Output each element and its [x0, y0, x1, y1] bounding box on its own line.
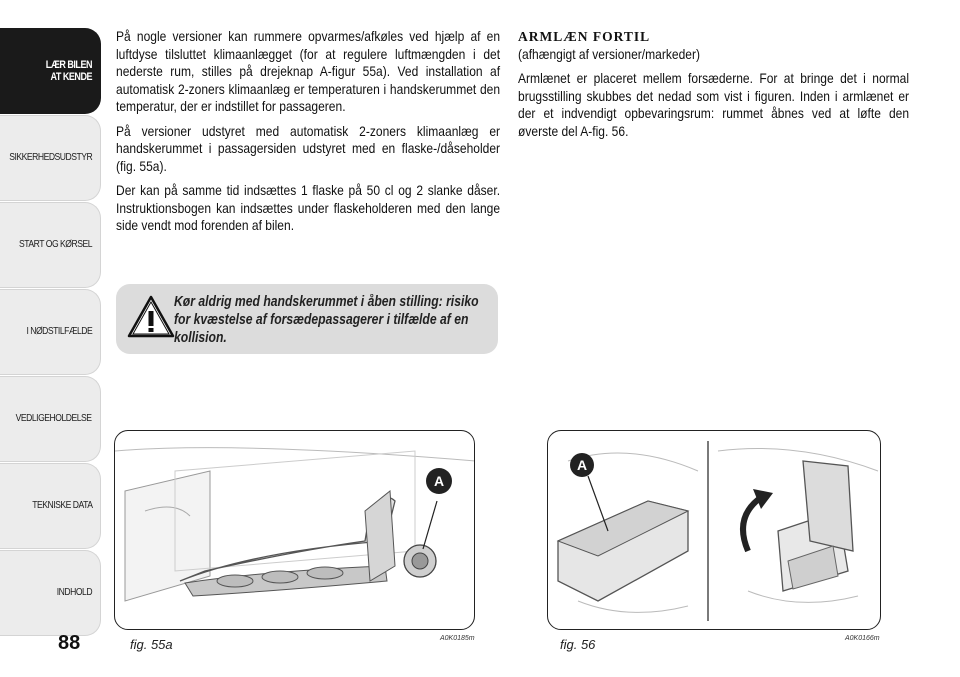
- tab-label: INDHOLD: [56, 586, 92, 599]
- tab-sikkerhedsudstyr[interactable]: [0, 115, 101, 201]
- section-heading: ARMLÆN FORTIL: [518, 29, 651, 44]
- tab-label: TEKNISKE DATA: [31, 499, 92, 512]
- tab-start-og-korsel[interactable]: [0, 202, 101, 288]
- section-subheading: (afhængigt af versioner/markeder): [518, 45, 701, 62]
- tab-i-nodstilfaelde[interactable]: [0, 289, 101, 375]
- figure-caption: fig. 55a: [130, 637, 173, 652]
- figure-55a-glovebox: [114, 430, 475, 630]
- paragraph: Armlænet er placeret mellem forsæderne. For at bringe det i normal brugsstilling skubbes det nedad som vist i figuren. Inden i armlænet er der et indvendigt opbevaringsrum: rummet åbnes ved at løfte den øverste del A-fig. 56.: [518, 70, 910, 139]
- tab-indhold[interactable]: [0, 550, 101, 636]
- tab-label: SIKKERHEDSUDSTYR: [8, 151, 92, 164]
- callout-a-label: A: [576, 457, 588, 473]
- figure-caption: fig. 56: [560, 637, 596, 652]
- paragraph: Der kan på samme tid indsættes 1 flaske på 50 cl og 2 slanke dåser. Instruktionsbogen kan indsættes under flaskeholderen med den lange side vendt mod forenden af bilen.: [116, 182, 501, 233]
- tab-vedligeholdelse[interactable]: [0, 376, 101, 462]
- armrest-illustration: [548, 431, 881, 630]
- page-number: 88: [58, 632, 81, 654]
- warning-box: [116, 284, 498, 354]
- tab-label: I NØDSTILFÆLDE: [26, 325, 92, 338]
- paragraph: På nogle versioner kan rummere opvarmes/afkøles ved hjælp af en luftdyse tilsluttet klimaanlægget (for at regulere luftmængden i det nederste rum, stilles på drejeknap A-figur 55a). Ved installation af automatisk 2-zoners klimaanlæg er temperaturen i handskerummet den temperatur, der er indstillet for passageren.: [116, 28, 501, 114]
- right-column: [518, 28, 910, 147]
- figure-code: A0K0185m: [440, 635, 475, 642]
- tab-tekniske-data[interactable]: [0, 463, 101, 549]
- tab-label: LÆR BILEN AT KENDE: [45, 58, 92, 83]
- warning-text: Kør aldrig med handskerummet i åben stilling: risiko for kvæstelse af forsædepassagerer i tilfælde af en kollision.: [174, 294, 479, 346]
- tab-laer-bilen-at-kende[interactable]: [0, 28, 101, 114]
- glovebox-illustration: [115, 431, 475, 630]
- figure-56-armrest: [547, 430, 881, 630]
- tab-label: START OG KØRSEL: [18, 238, 92, 251]
- paragraph: På versioner udstyret med automatisk 2-zoners klimaanlæg er handskerummet i passagersiden udstyret med en flaske-/dåseholder (fig. 55a).: [116, 122, 501, 174]
- callout-a-label: A: [433, 473, 445, 489]
- warning-triangle-icon: [126, 294, 176, 340]
- left-column: [116, 28, 501, 242]
- figure-code: A0K0166m: [845, 635, 880, 642]
- tab-label: VEDLIGEHOLDELSE: [16, 412, 92, 425]
